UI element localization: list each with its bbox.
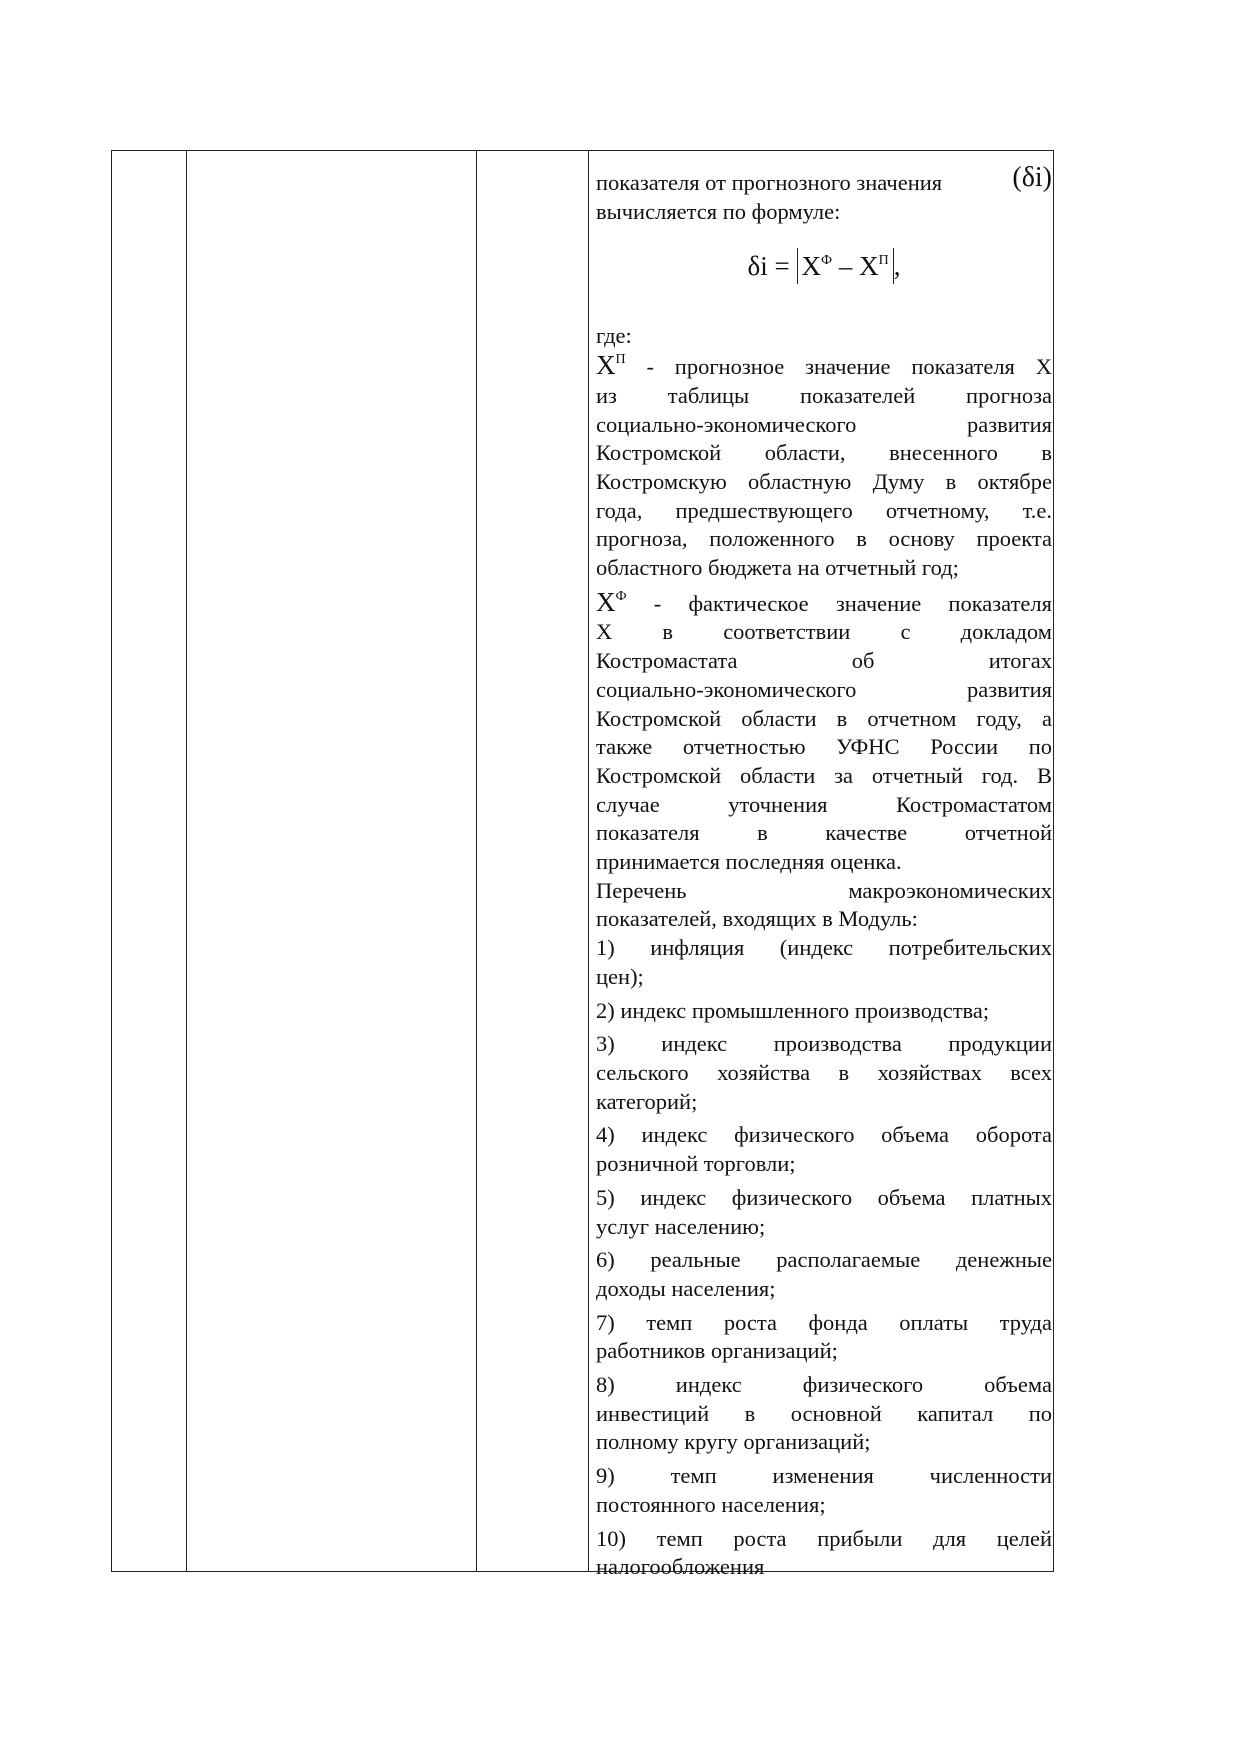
list-item-line: услуг населению; — [596, 1213, 766, 1239]
list-item-line: 10) темп роста прибыли для целей — [596, 1525, 1052, 1551]
list-item-line: розничной торговли; — [596, 1151, 796, 1177]
list-item — [596, 1030, 1052, 1116]
list-item — [596, 1184, 1052, 1241]
xf-definition-symbol-sup: Ф — [615, 588, 627, 604]
xf-definition-line: X в соответствии с докладом — [596, 619, 1052, 645]
list-item-line: категорий; — [596, 1088, 698, 1114]
formula-abs: $X^Ф - X^П$ — [797, 248, 894, 284]
intro-text: показателя от прогнозного значения — [596, 170, 943, 195]
xf-definition-line: социально-экономического развития — [596, 676, 1052, 702]
list-item-line: работников организаций; — [596, 1338, 838, 1364]
xf-definition-line: Костромской области в отчетном году, а — [596, 705, 1052, 731]
xp-definition-symbol-sup: П — [615, 352, 626, 368]
xp-definition-line: Костромскую областную Думу в октябре — [596, 468, 1052, 494]
column-divider-3 — [588, 151, 589, 1571]
xp-definition-line: года, предшествующего отчетному, т.е. — [596, 497, 1052, 523]
list-item-line: полному кругу организаций; — [596, 1429, 871, 1455]
formula-tail: , — [893, 251, 901, 282]
list-item-line: 2) индекс промышленного производства; — [596, 997, 990, 1023]
column-divider-2 — [476, 151, 477, 1571]
formula — [596, 248, 1052, 284]
intro-text-2: вычисляется по формуле: — [596, 198, 841, 224]
xf-definition-line: принимается последняя оценка. — [596, 849, 902, 875]
list-item-line: инвестиций в основной капитал по — [596, 1400, 1052, 1426]
xp-definition — [596, 351, 1052, 583]
where-label: где: — [596, 323, 632, 349]
list-item — [596, 1246, 1052, 1303]
list-item — [596, 1121, 1052, 1178]
list-item-line: 9) темп изменения численности — [596, 1463, 1052, 1489]
xp-definition-line: $X^П$ - прогнозное значение показателя X — [596, 350, 1052, 381]
xf-definition — [596, 588, 1052, 877]
list-item-line: 6) реальные располагаемые денежные — [596, 1247, 1052, 1273]
xf-definition-symbol: $X^Ф$ — [596, 586, 627, 617]
table-frame — [111, 150, 1054, 1580]
xf-definition-line: $X^Ф$ - фактическое значение показателя — [596, 586, 1052, 617]
xf-definition-line: показателя в качестве отчетной — [596, 820, 1052, 846]
list-item-line: сельского хозяйства в хозяйствах всех — [596, 1059, 1052, 1085]
list-item-line: цен); — [596, 963, 644, 989]
list-item-line: налогообложения — [596, 1554, 765, 1580]
list-item — [596, 1371, 1052, 1457]
list-item — [596, 934, 1052, 991]
list-item — [596, 1525, 1052, 1582]
list-item-line: 8) индекс физического объема — [596, 1372, 1052, 1398]
list-item-line: постоянного населения; — [596, 1491, 826, 1517]
xf-definition-line: Костромской области за отчетный год. В — [596, 762, 1052, 788]
intro-line — [596, 162, 1052, 198]
indicator-list — [596, 934, 1052, 1582]
column-divider-1 — [186, 151, 187, 1571]
list-item — [596, 1462, 1052, 1519]
list-item-line: доходы населения; — [596, 1275, 776, 1301]
list-item-line: 4) индекс физического объема оборота — [596, 1122, 1052, 1148]
list-intro-line: Перечень макроэкономических — [596, 877, 1052, 903]
xp-definition-symbol: $X^П$ — [596, 350, 626, 381]
xf-definition-line: также отчетностью УФНС России по — [596, 734, 1052, 760]
list-item — [596, 1309, 1052, 1366]
list-item-line: 1) инфляция (индекс потребительских — [596, 935, 1052, 961]
xf-definition-line: случае уточнения Костромастатом — [596, 791, 1052, 817]
xp-definition-line: Костромской области, внесенного в — [596, 440, 1052, 466]
formula-lhs: δi = — [747, 251, 790, 282]
list-item-line: 7) темп роста фонда оплаты труда — [596, 1309, 1052, 1335]
list-item-line: 5) индекс физического объема платных — [596, 1184, 1052, 1210]
xp-definition-line: социально-экономического развития — [596, 411, 1052, 437]
xp-definition-line: прогноза, положенного в основу проекта — [596, 526, 1052, 552]
list-item — [596, 997, 1052, 1026]
list-item-line: 3) индекс производства продукции — [596, 1031, 1052, 1057]
description-cell — [596, 162, 1052, 1580]
xp-definition-line: из таблицы показателей прогноза — [596, 382, 1052, 408]
delta-symbol: (δi) — [1012, 162, 1052, 193]
xp-definition-line: областного бюджета на отчетный год; — [596, 555, 959, 581]
list-intro-line: показателей, входящих в Модуль: — [596, 906, 918, 932]
xf-definition-line: Костромастата об итогах — [596, 648, 1052, 674]
